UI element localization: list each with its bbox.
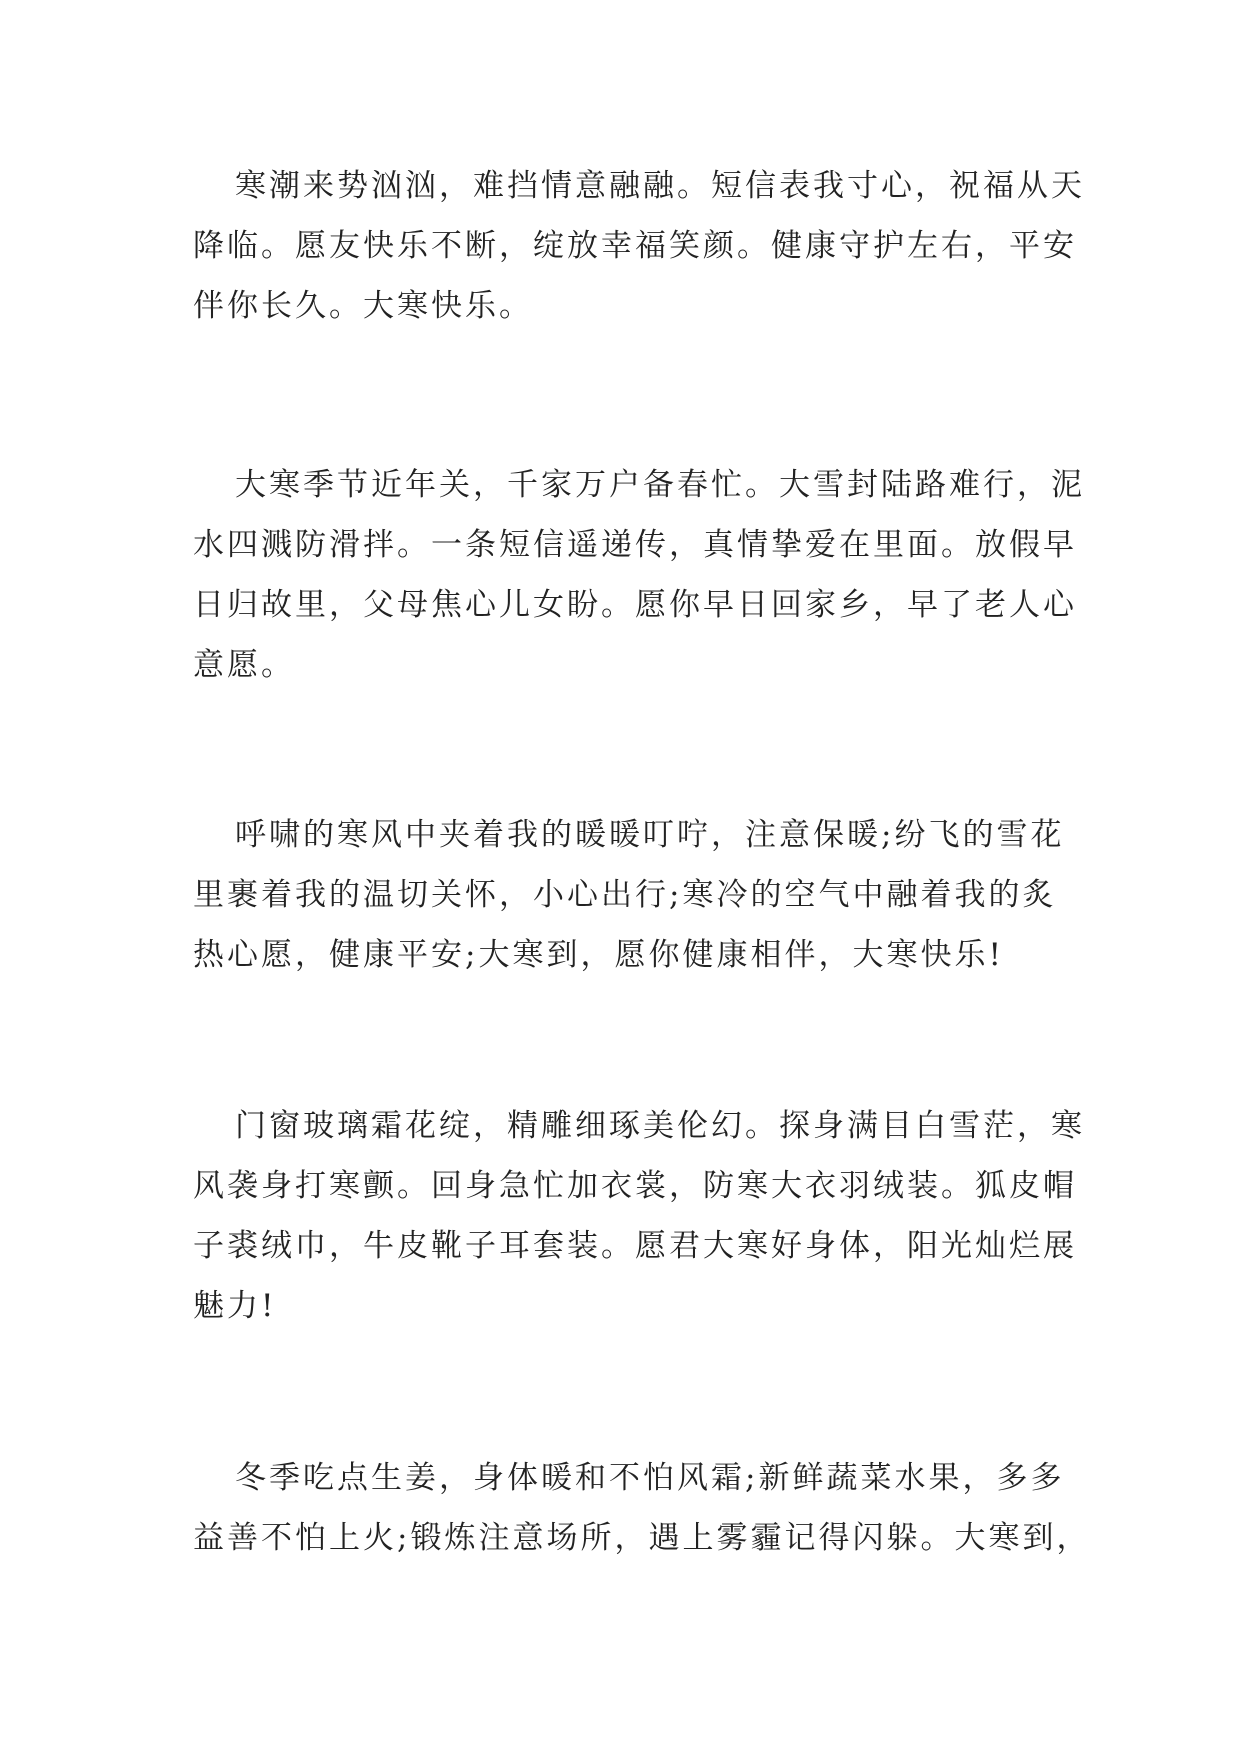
- paragraph-2: [193, 455, 1085, 695]
- paragraph-line: 水四溅防滑拌。一条短信遥递传，真情挚爱在里面。放假早: [193, 527, 1077, 563]
- paragraph-line: 魅力!: [193, 1288, 277, 1324]
- paragraph-line: 里裹着我的温切关怀，小心出行;寒冷的空气中融着我的炙: [193, 877, 1057, 913]
- paragraph-5: [193, 1448, 1091, 1568]
- paragraph-line: 冬季吃点生姜，身体暖和不怕风霜;新鲜蔬菜水果，多多: [235, 1460, 1065, 1496]
- paragraph-line: 大寒季节近年关，千家万户备春忙。大雪封陆路难行，泥: [235, 467, 1085, 503]
- paragraph-line: 益善不怕上火;锻炼注意场所，遇上雾霾记得闪躲。大寒到，: [193, 1520, 1091, 1556]
- paragraph-line: 热心愿，健康平安;大寒到，愿你健康相伴，大寒快乐!: [193, 937, 1004, 973]
- paragraph-4: [193, 1096, 1085, 1336]
- paragraph-line: 呼啸的寒风中夹着我的暖暖叮咛，注意保暖;纷飞的雪花: [235, 817, 1065, 853]
- paragraph-3: [193, 805, 1063, 985]
- paragraph-line: 寒潮来势汹汹，难挡情意融融。短信表我寸心，祝福从天: [235, 168, 1085, 204]
- paragraph-line: 日归故里，父母焦心儿女盼。愿你早日回家乡，早了老人心: [193, 587, 1077, 623]
- paragraph-line: 子裘绒巾，牛皮靴子耳套装。愿君大寒好身体，阳光灿烂展: [193, 1228, 1077, 1264]
- paragraph-line: 风袭身打寒颤。回身急忙加衣裳，防寒大衣羽绒装。狐皮帽: [193, 1168, 1077, 1204]
- paragraph-line: 门窗玻璃霜花绽，精雕细琢美伦幻。探身满目白雪茫，寒: [235, 1108, 1085, 1144]
- paragraph-1: [193, 156, 1085, 336]
- paragraph-line: 意愿。: [193, 647, 295, 683]
- paragraph-line: 降临。愿友快乐不断，绽放幸福笑颜。健康守护左右，平安: [193, 228, 1077, 264]
- paragraph-line: 伴你长久。大寒快乐。: [193, 288, 533, 324]
